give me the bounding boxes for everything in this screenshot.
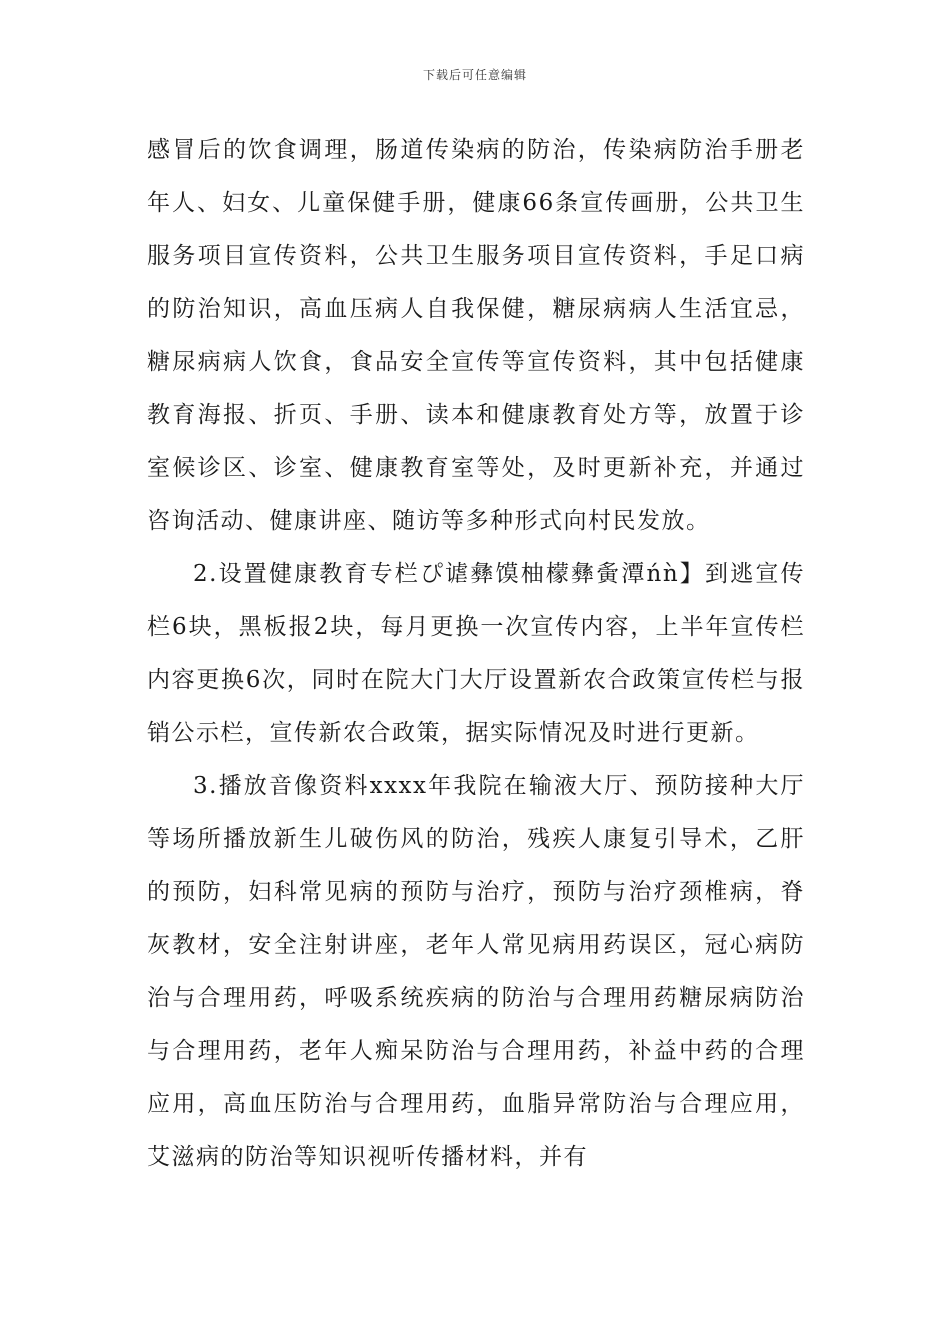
page-header: 下载后可任意编辑 xyxy=(422,68,527,82)
paragraph-1: 感冒后的饮食调理，肠道传染病的防治，传染病防治手册老年人、妇女、儿童保健手册，健康66条宣传画册，公共卫生服务项目宣传资料，公共卫生服务项目宣传资料，手足口病的防治知识，高血压病人自我保健，糖尿病病人生活宜忌，糖尿病病人饮食，食品安全宣传等宣传资料，其中包括健康教育海报、折页、手册、读本和健康教育处方等，放置于诊室候诊区、诊室、健康教育室等处，及时更新补充，并通过咨询活动、健康讲座、随访等多种形式向村民发放。 xyxy=(147,137,805,534)
document-body xyxy=(147,124,805,1184)
paragraph-2: 2.设置健康教育专栏ぴ谑彝馍柚檬彝夤潭ńǹ】到逃宣传栏6块，黑板报2块，每月更换一次宣传内容，上半年宣传栏内容更换6次，同时在院大门大厅设置新农合政策宣传栏与报销公示栏，宣传新农合政策，据实际情况及时进行更新。 xyxy=(147,561,805,746)
paragraph-3: 3.播放音像资料xxxx年我院在输液大厅、预防接种大厅等场所播放新生儿破伤风的防治，残疾人康复引导术，乙肝的预防，妇科常见病的预防与治疗，预防与治疗颈椎病，脊灰教材，安全注射讲座，老年人常见病用药误区，冠心病防治与合理用药，呼吸系统疾病的防治与合理用药糖尿病防治与合理用药，老年人痴呆防治与合理用药，补益中药的合理应用，高血压防治与合理用药，血脂异常防治与合理应用，艾滋病的防治等知识视听传播材料，并有 xyxy=(147,773,805,1170)
